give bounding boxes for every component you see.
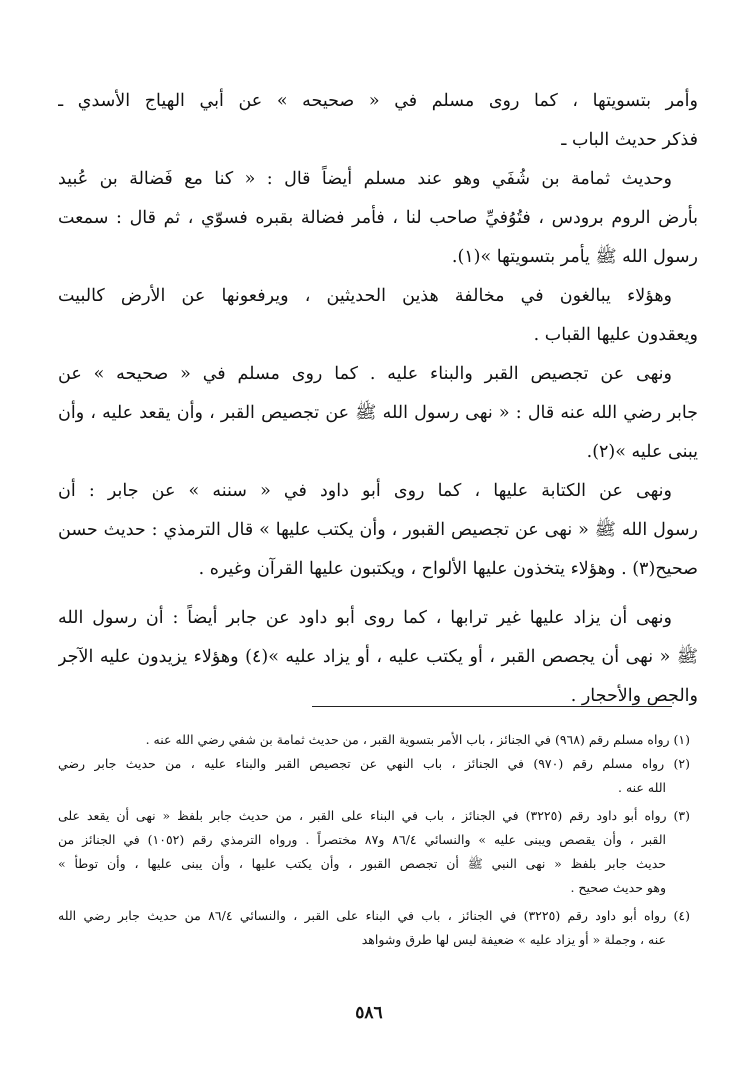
footnote-line: حديث جابر بلفظ « نهى النبي ﷺ أن تجصص القبور ، وأن يكتب عليها ، وأن يبنى عليها ، وأن توطأ »	[58, 856, 666, 871]
footnote-line: (٢) رواه مسلم رقم (٩٧٠) في الجنائز ، باب النهي عن تجصيص القبر والبناء عليه ، من حديث جابر رضي	[58, 756, 690, 771]
main-text	[58, 82, 698, 716]
footnote-line: الله عنه .	[618, 780, 666, 795]
text-line: وهؤلاء يبالغون في مخالفة هذين الحديثين ، ويرفعونها عن الأرض كالبيت	[58, 286, 672, 306]
text-line: بأرض الروم برودس ، فتُوُفيِّ صاحب لنا ، فأمر فضالة بقبره فسوّي ، ثم قال : سمعت	[58, 208, 698, 228]
text-line: ﷺ « نهى أن يجصص القبر ، أو يكتب عليه ، أو يزاد عليه »(٤) وهؤلاء يزيدون عليه الآجر	[58, 647, 698, 667]
text-line: ويعقدون عليها القباب .	[533, 325, 698, 345]
text-line: يبنى عليه »(٢).	[586, 442, 698, 462]
footnote-divider	[312, 706, 672, 707]
footnote-line: وهو حديث صحيح .	[570, 880, 666, 895]
footnote-4	[58, 904, 690, 952]
footnote-2	[58, 752, 690, 800]
footnote-line: (١) رواه مسلم رقم (٩٦٨) في الجنائز ، باب الأمر بتسوية القبر ، من حديث ثمامة بن شفي رضي الله عنه .	[145, 732, 690, 747]
text-line: رسول الله ﷺ يأمر بتسويتها »(١).	[451, 247, 698, 267]
text-line: وأمر بتسويتها ، كما روى مسلم في « صحيحه » عن أبي الهياج الأسدي ـ	[58, 91, 698, 111]
text-line: ونهى عن الكتابة عليها ، كما روى أبو داود في « سننه » عن جابر : أن	[58, 481, 672, 501]
text-line: رسول الله ﷺ « نهى عن تجصيص القبور ، وأن يكتب عليها » قال الترمذي : حديث حسن	[58, 520, 698, 540]
text-line: جابر رضي الله عنه قال : « نهى رسول الله ﷺ عن تجصيص القبر ، وأن يقعد عليه ، وأن	[58, 403, 698, 423]
footnote-1	[58, 728, 690, 752]
footnote-line: (٣) رواه أبو داود رقم (٣٢٢٥) في الجنائز ، باب في البناء على القبر ، من حديث جابر بلفظ « نهى أن يقعد على	[58, 808, 690, 823]
text-line: ونهى عن تجصيص القبر والبناء عليه . كما روى مسلم في « صحيحه » عن	[58, 364, 672, 384]
text-line: وحديث ثمامة بن شُفَي وهو عند مسلم أيضاً قال : « كنا مع فَضالة بن عُبيد	[58, 169, 672, 189]
text-line: فذكر حديث الباب ـ	[561, 130, 698, 150]
text-line: والجص والأحجار .	[570, 686, 698, 706]
page-number: ٥٨٦	[355, 1003, 383, 1023]
text-line: ونهى أن يزاد عليها غير ترابها ، كما روى أبو داود عن جابر أيضاً : أن رسول الله	[58, 608, 672, 628]
footnote-3	[58, 804, 690, 900]
text-line: صحيح(٣) . وهؤلاء يتخذون عليها الألواح ، ويكتبون عليها القرآن وغيره .	[198, 559, 698, 579]
footnotes	[58, 728, 690, 952]
footnote-line: عنه ، وجملة « أو يزاد عليه » ضعيفة ليس لها طرق وشواهد	[361, 932, 666, 947]
footnote-line: (٤) رواه أبو داود رقم (٣٢٢٥) في الجنائز ، باب في البناء على القبر ، والنسائي ٨٦/٤ من حديث جابر رضي الله	[58, 908, 690, 923]
footnote-line: القبر ، وأن يقصص ويبنى عليه » والنسائي ٨٦/٤ و٨٧ مختصراً . ورواه الترمذي رقم (١٠٥٢) في الجنائز من	[58, 832, 666, 847]
